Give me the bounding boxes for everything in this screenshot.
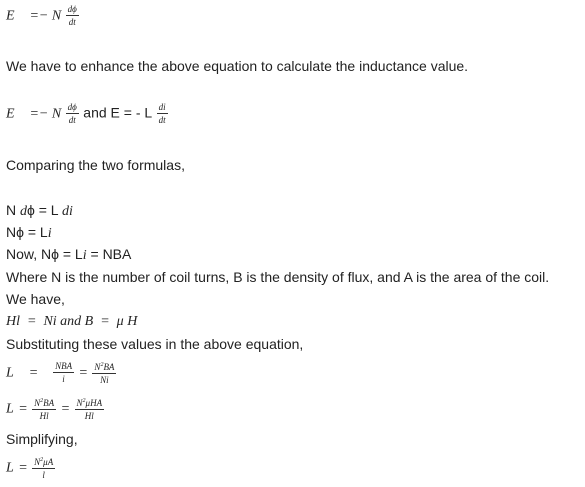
eq4-equals: =: [28, 365, 39, 381]
paragraph-comparing: Comparing the two formulas,: [6, 157, 185, 173]
eq2-middle: and E = - L: [83, 104, 153, 121]
eq5-lhs: L: [6, 401, 14, 417]
eq1-denominator: dt: [68, 17, 76, 27]
paragraph-where: Where N is the number of coil turns, B is the density of flux, and A is the area of the coil.: [6, 269, 550, 285]
eq6-fraction: [32, 455, 55, 480]
eq5-numerator-2: $N^2\mu HA$: [76, 398, 103, 408]
eq2-numerator-1: dϕ: [67, 102, 77, 112]
eq2-fraction-2: [157, 102, 168, 125]
eq4-fraction-1: [53, 361, 74, 384]
line-now-nba: [6, 246, 131, 264]
eq5-fraction-1: [32, 396, 56, 421]
line2-part-b: i: [47, 226, 52, 241]
equation-l-nba-over-i: [6, 360, 116, 385]
eq6-equals: =: [18, 460, 28, 476]
eq5-denominator-2: Hl: [84, 411, 94, 421]
eq5-denominator-1: Hl: [39, 411, 49, 421]
eq6-lhs: L: [6, 460, 14, 476]
line3-part-b: i: [82, 248, 87, 263]
eq4-denominator-1: i: [62, 374, 65, 384]
eq1-rel: =− N: [29, 8, 62, 24]
line2-part-a: Nϕ = L: [6, 224, 48, 240]
eq1-fraction: [66, 4, 79, 27]
eq4-denominator-2: Ni: [100, 375, 109, 385]
eq2-numerator-2: di: [158, 102, 166, 112]
line1-part-c: ϕ = L: [27, 202, 62, 218]
eq1-lhs: E: [6, 8, 15, 24]
equation-faraday: [6, 4, 79, 27]
eq5-numerator-1: $N^2BA$: [34, 398, 55, 408]
eq4-equals-2: =: [78, 365, 88, 381]
paragraph-enhance: We have to enhance the above equation to calculate the inductance value.: [6, 58, 469, 74]
eq4-fraction-2: [92, 360, 116, 385]
eq2-denominator-2: dt: [158, 115, 166, 125]
line3-part-a: Now, Nϕ = L: [6, 246, 83, 262]
paragraph-simplifying: Simplifying,: [6, 431, 78, 447]
line1-part-b: d: [20, 204, 27, 219]
line1-part-d: di: [61, 204, 73, 219]
line3-part-c: = NBA: [86, 246, 132, 262]
paragraph-we-have: We have,: [6, 291, 65, 307]
eq5-equals-2: =: [60, 401, 71, 417]
line-nphi-li: [6, 224, 52, 242]
eq4-lhs: L: [6, 365, 14, 381]
eq2-denominator-1: dt: [68, 115, 76, 125]
eq5-equals: =: [18, 401, 28, 417]
eq2-fraction-1: [66, 102, 79, 125]
eq4-numerator-1: NBA: [55, 361, 73, 371]
equation-l-over-hl: [6, 396, 104, 421]
eq6-denominator: l: [42, 470, 45, 480]
eq5-fraction-2: [75, 396, 105, 421]
eq6-numerator: $N^2\mu A$: [34, 457, 54, 467]
equation-hl-ni: Hl = Ni and B = μ H: [6, 314, 138, 329]
line1-part-a: N: [6, 202, 20, 218]
paragraph-substituting: Substituting these values in the above equation,: [6, 336, 304, 352]
equation-compare: [6, 102, 168, 125]
eq4-numerator-2: $N^2BA$: [94, 362, 115, 372]
eq2-rel: =− N: [29, 106, 62, 122]
line-n-dphi: [6, 202, 73, 220]
equation-l-final: [6, 455, 55, 480]
eq1-numerator: dϕ: [67, 4, 77, 14]
eq2-lhs: E: [6, 106, 15, 122]
